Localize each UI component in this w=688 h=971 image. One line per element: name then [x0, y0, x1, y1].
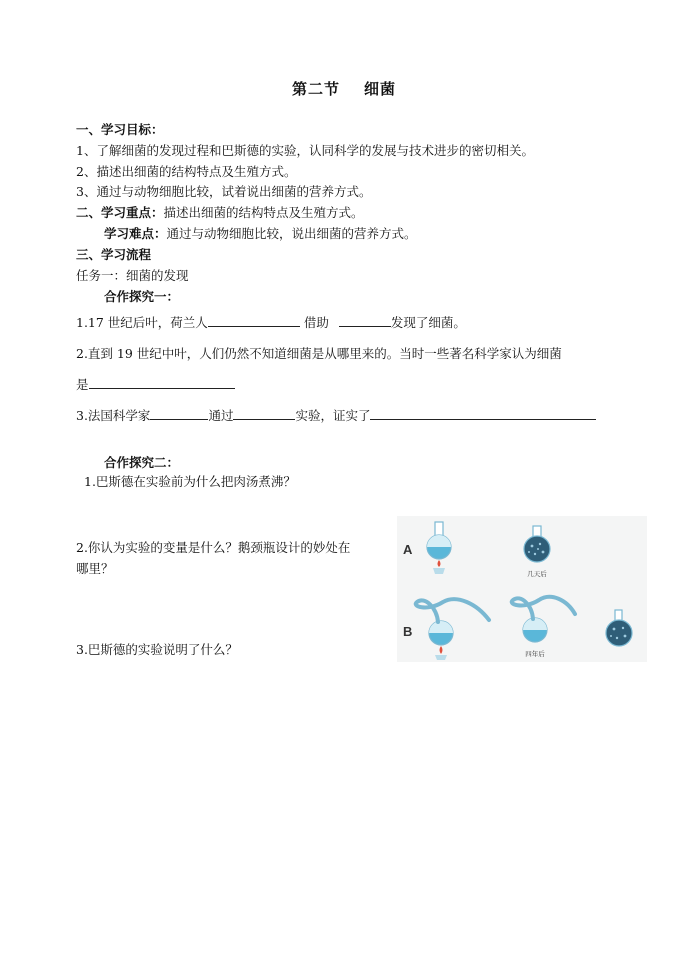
explore1-question-3: [76, 407, 596, 424]
answer-blank[interactable]: [208, 314, 300, 327]
burner-icon: [435, 655, 447, 660]
process-heading: 三、学习流程: [76, 247, 152, 262]
difficulty-heading: 学习难点：: [104, 226, 167, 241]
explore2-question-2-line1: 2.你认为实验的变量是什么？鹅颈瓶设计的妙处在: [76, 540, 351, 555]
key-points-heading: 二、学习重点：: [76, 205, 164, 220]
q2-text: 是: [76, 377, 89, 392]
q1-text-a: 1.17 世纪后叶，荷兰人: [76, 315, 208, 330]
explore2-question-2-line2: 哪里？: [76, 561, 114, 576]
q3-text-a: 3.法国科学家: [76, 408, 151, 423]
task1-heading: 任务一：细菌的发现: [76, 268, 189, 283]
explore1-question-2-line2: [76, 376, 235, 393]
key-points-line: [76, 205, 364, 221]
goal-item-1: 1、了解细菌的发现过程和巴斯德的实验，认同科学的发展与技术进步的密切相关。: [76, 143, 534, 158]
answer-blank[interactable]: [233, 407, 295, 420]
q1-text-c: 发现了细菌。: [390, 315, 466, 330]
answer-blank[interactable]: [89, 376, 235, 389]
title-section: 第二节: [291, 80, 340, 98]
q3-text-c: 实验，证实了: [295, 408, 371, 423]
pasteur-experiment-figure: [397, 516, 647, 662]
goal-item-3: 3、通过与动物细胞比较，试着说出细菌的营养方式。: [76, 184, 372, 199]
answer-blank[interactable]: [150, 407, 208, 420]
key-points-text: 描述出细菌的结构特点及生殖方式。: [163, 205, 364, 220]
figure-label-b: B: [403, 624, 413, 639]
explore1-heading: 合作探究一：: [104, 289, 180, 304]
title-topic: 细菌: [364, 80, 397, 98]
explore1-question-1: [76, 314, 466, 331]
answer-blank[interactable]: [339, 314, 391, 327]
figure-label-a: A: [403, 542, 413, 557]
answer-blank[interactable]: [370, 407, 596, 420]
goals-heading: 一、学习目标：: [76, 122, 164, 137]
caption-days-later: 几天后: [527, 570, 547, 578]
goal-item-2: 2、描述出细菌的结构特点及生殖方式。: [76, 164, 297, 179]
pasteur-experiment-diagram: [397, 516, 647, 662]
burner-icon: [433, 568, 445, 574]
caption-years-later: 四年后: [525, 650, 545, 658]
q1-text-b: 借助: [303, 315, 329, 330]
explore2-question-1: 1.巴斯德在实验前为什么把肉汤煮沸？: [84, 474, 296, 489]
difficulty-line: [104, 226, 417, 242]
explore2-question-3: 3.巴斯德的实验说明了什么？: [76, 642, 238, 657]
page-title: [0, 78, 688, 99]
q3-text-b: 通过: [208, 408, 234, 423]
difficulty-text: 通过与动物细胞比较，说出细菌的营养方式。: [166, 226, 417, 241]
explore1-question-2-line1: 2.直到 19 世纪中叶，人们仍然不知道细菌是从哪里来的。当时一些著名科学家认为细菌: [76, 346, 562, 361]
explore2-heading: 合作探究二：: [104, 455, 180, 470]
